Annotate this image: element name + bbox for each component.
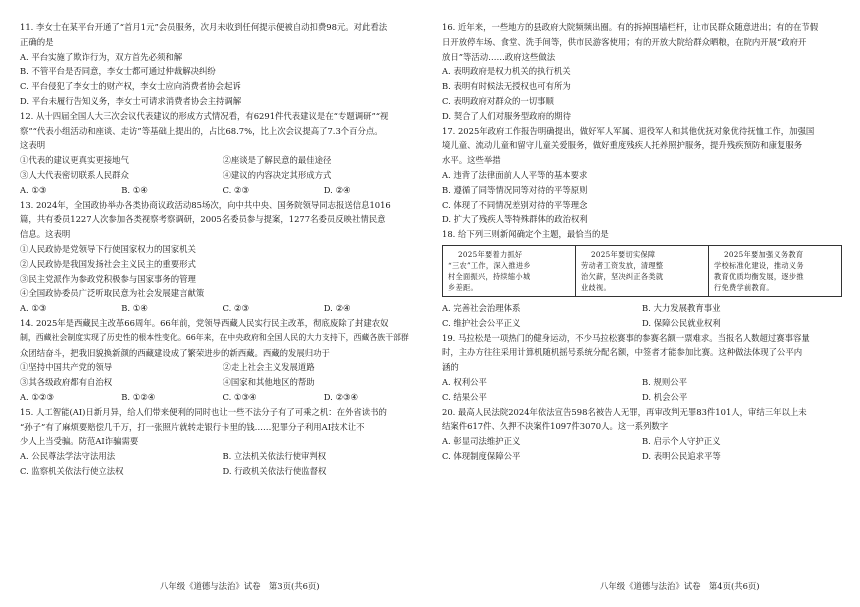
question-stem-line: 少人上当受骗。防范AI诈骗需要 <box>20 436 139 447</box>
news-line: 学校标准化建设，推动义务 <box>714 260 804 270</box>
news-box-3 <box>709 245 842 296</box>
question-stem-line: 13. 2024年，全国政协举办各类协商议政活动85场次，向中共中央、国务院领导同志报送信息1016 <box>20 199 391 210</box>
question-19 <box>442 331 842 405</box>
question-18 <box>442 227 842 330</box>
option-c[interactable]: C. 表明政府对群众的一切事顺 <box>442 95 554 106</box>
option-c[interactable]: C. 维护社会公平正义 <box>442 317 521 328</box>
news-line: 村全面振兴，持续缩小城 <box>448 271 531 281</box>
option-c[interactable]: C. ②③ <box>222 303 249 314</box>
question-stem-line: 18. 给下列三则新闻确定个主题，最恰当的是 <box>442 229 609 240</box>
question-14 <box>20 316 425 405</box>
option-a[interactable]: A. 彰显司法维护正义 <box>442 436 521 447</box>
question-stem-line: 时，主办方往往采用计算机随机摇号系统分配名额，中签者才能参加比赛。这种做法体现了公平内 <box>442 347 803 358</box>
option-d[interactable]: D. ②③④ <box>323 391 359 402</box>
question-stem-line: 12. 从十四届全国人大三次会议代表建议的形成方式情况看，有6291件代表建议是在“专题调研”“视 <box>20 110 389 121</box>
statement-item: ③民主党派作为参政党积极参与国家事务的管理 <box>20 273 196 284</box>
news-line: 业歧视。 <box>581 282 611 292</box>
news-line: 治欠薪，坚决纠正各类就 <box>581 271 664 281</box>
option-b[interactable]: B. 启示个人守护正义 <box>642 436 721 447</box>
option-d[interactable]: D. 机会公平 <box>642 391 688 402</box>
page-footer-right: 八年级《道德与法治》试卷 第4页(共6页) <box>600 581 760 591</box>
option-d[interactable]: D. ②④ <box>323 303 351 314</box>
question-stem-line: 19. 马拉松是一项热门的健身运动，不少马拉松赛事的参赛名额一票难求。当报名人数超过赛事容量 <box>442 332 810 343</box>
option-b[interactable]: B. 遵循了同等情况同等对待的平等原则 <box>442 184 588 195</box>
question-stem-line: 20. 最高人民法院2024年依法宣告598名被告人无罪，再审改判无罪83件101人，审结三年以上未 <box>442 406 807 417</box>
question-stem-line: 篇，共有委员1227人次参加各类视察考察调研，2005名委员参与提案，1277名委员反映社情民意 <box>20 214 386 225</box>
option-a[interactable]: A. 完善社会治理体系 <box>442 302 521 313</box>
statement-item: ④国家和其他地区的帮助 <box>222 377 315 388</box>
option-b[interactable]: B. 立法机关依法行使审判权 <box>222 451 327 462</box>
statement-item: ②走上社会主义发展道路 <box>222 362 315 373</box>
option-b[interactable]: B. 大力发展教育事业 <box>642 302 721 313</box>
question-12 <box>20 109 425 198</box>
question-stem-line: 结案件617件、久押不决案件1097件3070人。这一系列数字 <box>442 421 669 432</box>
option-b[interactable]: B. ①④ <box>121 184 148 195</box>
statement-item: ①坚持中国共产党的领导 <box>20 362 113 373</box>
question-stem-line: 信息。这表明 <box>20 229 71 240</box>
left-page-column <box>20 20 425 479</box>
statement-item: ④建议的内容决定其形成方式 <box>222 169 332 180</box>
question-15 <box>20 405 425 479</box>
question-stem-line: 境儿童、流动儿童和留守儿童关爱服务，做好重度残疾人托养照护服务，提升残疾预防和康复服务 <box>442 140 803 151</box>
question-stem-line: “孙子”有了麻烦要赔偿几千万，打一张照片就转走银行卡里的钱……犯罪分子利用AI技术让不 <box>20 421 365 432</box>
option-c[interactable]: C. 结果公平 <box>442 391 487 402</box>
statement-item: ③其各级政府都有自治权 <box>20 377 113 388</box>
question-stem-line: 11. 李女士在某平台开通了“首月1元”会员服务，次月未收到任何提示便被自动扣费98元。对此看法 <box>20 22 388 32</box>
question-stem-line: 17. 2025年政府工作报告明确提出，做好军人军属、退役军人和其他优抚对象优待抚恤工作，加强国 <box>442 125 815 136</box>
option-c[interactable]: C. ②③ <box>222 184 249 195</box>
question-stem-line: 15. 人工智能(AI)日新月异，给人们带来便利的同时也让一些不法分子有了可乘之机：在外省读书的 <box>20 406 387 417</box>
question-stem-line: 涵的 <box>442 362 459 373</box>
statement-item: ①人民政协是党领导下行使国家权力的国家机关 <box>20 243 196 254</box>
news-box-1 <box>443 245 576 296</box>
news-line: 2025年要加强义务教育 <box>724 249 804 259</box>
option-b[interactable]: B. 规则公平 <box>642 376 687 387</box>
option-d[interactable]: D. 表明公民追求平等 <box>642 450 721 461</box>
news-box-2 <box>576 245 709 296</box>
statement-item: ①代表的建议更真实更接地气 <box>20 155 129 166</box>
option-a[interactable]: A. 权利公平 <box>442 376 487 387</box>
option-d[interactable]: D. 行政机关依法行使监督权 <box>222 465 327 476</box>
option-d[interactable]: D. 扩大了残疾人等特殊群体的政治权利 <box>442 214 588 225</box>
statement-item: ②座谈是了解民意的最佳途径 <box>222 155 332 166</box>
right-page-column <box>442 20 842 464</box>
option-c[interactable]: C. 体现制度保障公平 <box>442 450 521 461</box>
question-stem-line: 日开放停车场、食堂、洗手间等，供市民游客使用；有的开放大院给群众晒粮，在院内开展“政府开 <box>442 36 807 47</box>
option-a[interactable]: A. ①③ <box>20 303 47 314</box>
question-16 <box>442 20 842 124</box>
option-a[interactable]: A. 违背了法律面前人人平等的基本要求 <box>442 169 588 180</box>
question-stem-line: 这表明 <box>20 140 46 151</box>
news-line: 乡差距。 <box>448 282 478 292</box>
option-a[interactable]: A. 公民尊法学法守法用法 <box>20 451 116 462</box>
statement-item: ④全国政协委员广泛听取民意为社会发展建言献策 <box>20 288 205 299</box>
question-stem-line: 众团结奋斗，把我旧貌换新颜的西藏建设成了繁荣进步的新西藏。西藏的发展归功于 <box>20 347 330 358</box>
question-17 <box>442 124 842 228</box>
question-stem-line: 正确的是 <box>20 36 54 47</box>
news-line: 行免费学前教育。 <box>714 282 774 292</box>
option-d[interactable]: D. 契合了人们对服务型政府的期待 <box>442 110 571 121</box>
option-a[interactable]: A. 平台实施了欺诈行为，双方首先必须和解 <box>20 51 183 62</box>
page-footer-left: 八年级《道德与法治》试卷 第3页(共6页) <box>160 581 320 591</box>
option-c[interactable]: C. 平台侵犯了李女士的财产权，李女士应向消费者协会起诉 <box>20 81 241 92</box>
option-b[interactable]: B. ①②④ <box>121 391 156 402</box>
option-d[interactable]: D. ②④ <box>323 184 351 195</box>
option-a[interactable]: A. 表明政府是权力机关的执行机关 <box>442 66 571 77</box>
question-stem-line: 14. 2025年是西藏民主改革66周年。66年前，党领导西藏人民实行民主改革，彻底废除了封建农奴 <box>20 317 389 328</box>
news-line: 教育优质均衡发展，逐步推 <box>714 271 804 281</box>
option-b[interactable]: B. ①④ <box>121 303 148 314</box>
option-a[interactable]: A. ①②③ <box>20 391 54 402</box>
news-line: “三农”工作，深入推进乡 <box>448 260 531 270</box>
news-boxes <box>442 245 842 297</box>
news-line: 2025年要着力抓好 <box>458 249 523 259</box>
question-stem-line: 16. 近年来，一些地方的县政府大院频频出圈。有的拆掉围墙栏杆，让市民群众随意进出；有的在节假 <box>442 22 819 32</box>
option-a[interactable]: A. ①③ <box>20 184 47 195</box>
question-13 <box>20 198 425 316</box>
option-b[interactable]: B. 表明有时候法无授权也可有所为 <box>442 81 571 92</box>
question-stem-line: 制，西藏社会制度实现了历史性的根本性变化。66年来，在中央政府和全国人民的大力支持下，西藏各族干部群 <box>20 332 409 342</box>
question-20 <box>442 405 842 464</box>
statement-item: ②人民政协是我国发扬社会主义民主的重要形式 <box>20 258 196 269</box>
question-11 <box>20 20 425 109</box>
question-stem-line: 放日”等活动……政府这些做法 <box>442 51 556 62</box>
news-line: 劳动者工资发放，清理整 <box>581 260 664 270</box>
option-b[interactable]: B. 不管平台是否同意，李女士都可通过仲裁解决纠纷 <box>20 66 216 77</box>
statement-item: ③人大代表密切联系人民群众 <box>20 169 129 180</box>
news-line: 2025年要切实保障 <box>591 249 656 259</box>
option-d[interactable]: D. 保障公民就业权利 <box>642 317 721 328</box>
question-stem-line: 察”“代表小组活动和座谈、走访”等基础上提出的，占比68.7%，比上次会议提高了7.3个百分点。 <box>20 125 383 136</box>
option-c[interactable]: C. 体现了不同情况差别对待的平等理念 <box>442 199 588 210</box>
question-stem-line: 水平。这些举措 <box>442 155 501 166</box>
option-d[interactable]: D. 平台未履行告知义务，李女士可请求消费者协会主持调解 <box>20 95 242 106</box>
option-c[interactable]: C. ①③④ <box>222 391 257 402</box>
option-c[interactable]: C. 监察机关依法行使立法权 <box>20 465 124 476</box>
